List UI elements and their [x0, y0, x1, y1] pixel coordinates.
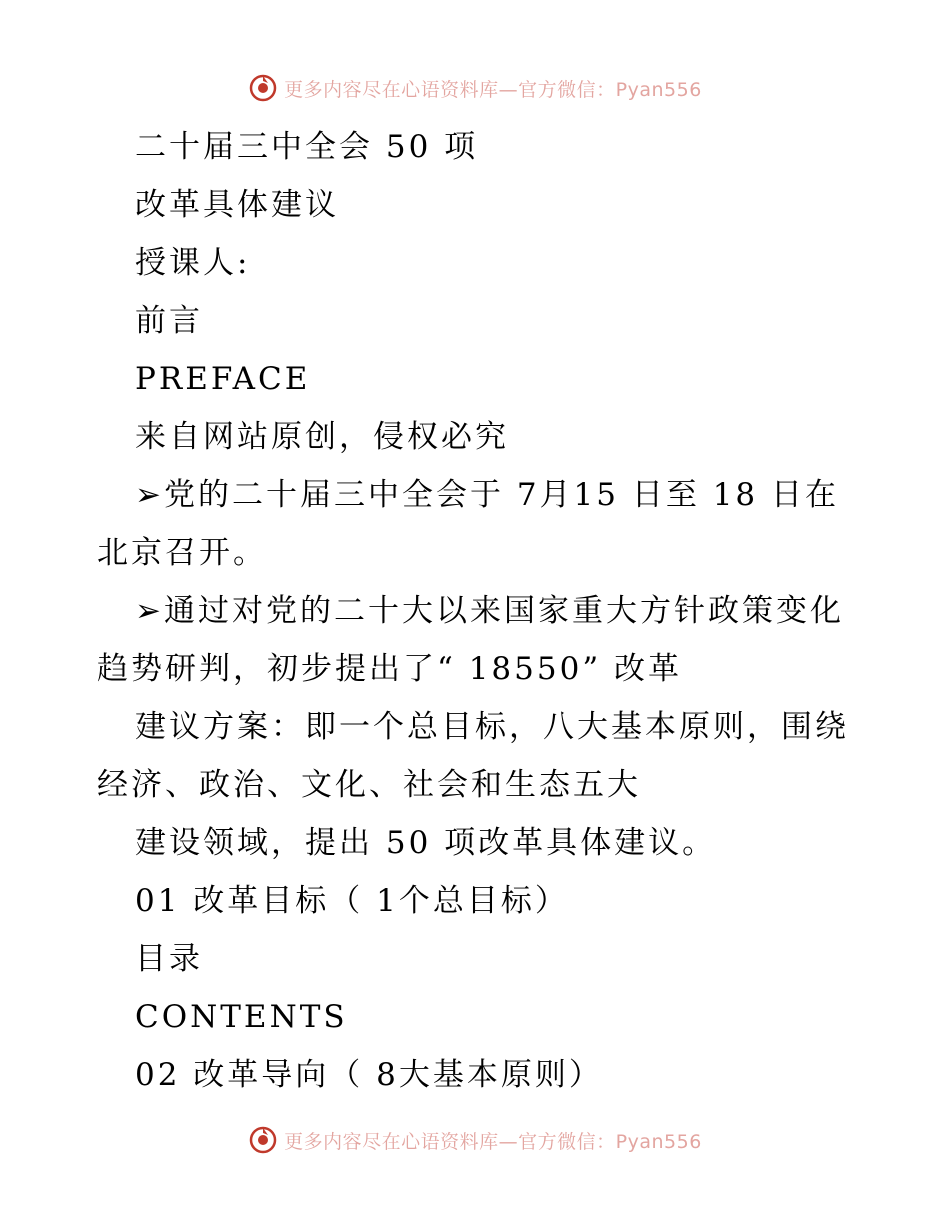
- preface-heading: 前言: [135, 303, 203, 339]
- watermark-footer: [0, 1120, 950, 1160]
- watermark-header: [0, 68, 950, 108]
- paragraph-3: 建议方案：即一个总目标，八大基本原则，围绕: [135, 709, 849, 745]
- preface-heading-en: PREFACE: [135, 361, 311, 397]
- watermark-text: 更多内容尽在心语资料库—官方微信：Pyan556: [284, 78, 702, 101]
- bullet-paragraph-1: ➢党的二十届三中全会于 7月15 日至 18 日在: [135, 477, 840, 513]
- bullet-paragraph-2-cont: 趋势研判，初步提出了“ 18550” 改革: [97, 651, 683, 687]
- lecturer-line: 授课人:: [135, 245, 251, 281]
- contents-heading: 目录: [135, 941, 203, 977]
- bullet-paragraph-2: ➢通过对党的二十大以来国家重大方针政策变化: [135, 593, 844, 629]
- toc-item-01: 01 改革目标（ 1个总目标）: [135, 883, 569, 919]
- watermark-logo-icon: [248, 1125, 278, 1155]
- contents-heading-en: CONTENTS: [135, 999, 348, 1035]
- document-body: [0, 118, 950, 1104]
- title-line-1: 二十届三中全会 50 项: [135, 129, 479, 165]
- toc-item-02: 02 改革导向（ 8大基本原则）: [135, 1057, 603, 1093]
- title-line-2: 改革具体建议: [135, 187, 339, 223]
- watermark-logo-icon: [248, 73, 278, 103]
- watermark-text: 更多内容尽在心语资料库—官方微信：Pyan556: [284, 1130, 702, 1153]
- bullet-paragraph-1-cont: 北京召开。: [97, 535, 267, 571]
- paragraph-4: 建设领域，提出 50 项改革具体建议。: [135, 825, 717, 861]
- paragraph-3-cont: 经济、政治、文化、社会和生态五大: [97, 767, 641, 803]
- copyright-note: 来自网站原创，侵权必究: [135, 419, 509, 455]
